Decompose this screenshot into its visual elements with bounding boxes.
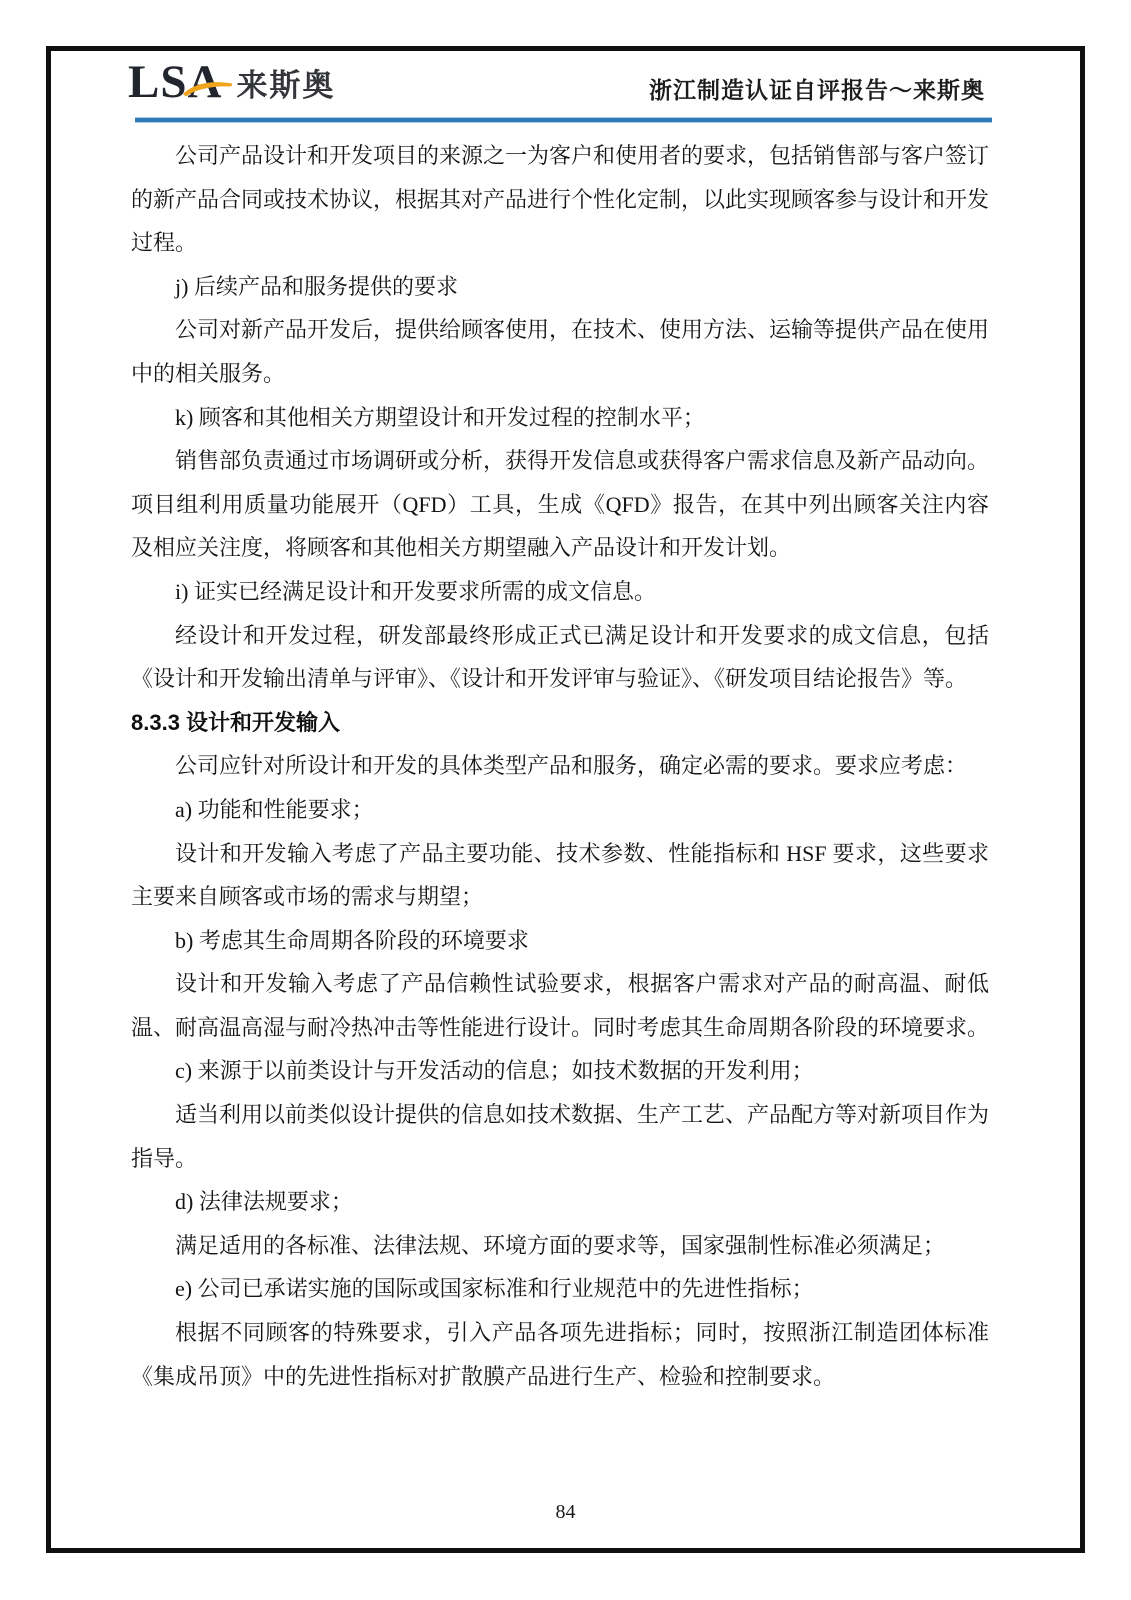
- paragraph: 公司对新产品开发后，提供给顾客使用，在技术、使用方法、运输等提供产品在使用中的相关服务。: [131, 317, 990, 386]
- list-item-a: a) 功能和性能要求；: [175, 796, 374, 822]
- list-item-k: k) 顾客和其他相关方期望设计和开发过程的控制水平；: [175, 404, 705, 430]
- page-number: 84: [555, 1501, 576, 1523]
- company-logo: [128, 56, 335, 108]
- list-item-e: e) 公司已承诺实施的国际或国家标准和行业规范中的先进性指标；: [175, 1276, 814, 1302]
- logo-company-name: 来斯奥: [236, 67, 336, 103]
- paragraph: 根据不同顾客的特殊要求，引入产品各项先进指标；同时，按照浙江制造团体标准《集成吊顶》中的先进性指标对扩散膜产品进行生产、检验和控制要求。: [131, 1320, 989, 1389]
- report-header-title: 浙江制造认证自评报告～来斯奥: [649, 77, 985, 103]
- section-heading-8-3-3: 8.3.3 设计和开发输入: [131, 709, 341, 735]
- header-divider-rule: [135, 118, 992, 122]
- logo-swoosh-icon: [183, 79, 233, 97]
- document-body: [131, 134, 989, 1398]
- paragraph: 经设计和开发过程，研发部最终形成正式已满足设计和开发要求的成文信息，包括《设计和开发输出清单与评审》、《设计和开发评审与验证》、《研发项目结论报告》等。: [131, 622, 989, 692]
- paragraph: 公司产品设计和开发项目的来源之一为客户和使用者的要求，包括销售部与客户签订的新产品合同或技术协议，根据其对产品进行个性化定制，以此实现顾客参与设计和开发过程。: [131, 143, 990, 256]
- list-item-c: c) 来源于以前类设计与开发活动的信息；如技术数据的开发利用；: [175, 1058, 814, 1084]
- paragraph: 销售部负责通过市场调研或分析，获得开发信息或获得客户需求信息及新产品动向。项目组利用质量功能展开（QFD）工具，生成《QFD》报告，在其中列出顾客关注内容及相应关注度，将顾客和其他相关方期望融入产品设计和开发计划。: [131, 448, 990, 561]
- list-item-b: b) 考虑其生命周期各阶段的环境要求: [175, 927, 529, 953]
- list-item-j: j) 后续产品和服务提供的要求: [175, 273, 458, 299]
- paragraph: 满足适用的各标准、法律法规、环境方面的要求等，国家强制性标准必须满足；: [175, 1232, 946, 1258]
- list-item-d: d) 法律法规要求；: [175, 1189, 353, 1215]
- paragraph: 适当利用以前类似设计提供的信息如技术数据、生产工艺、产品配方等对新项目作为指导。: [131, 1102, 990, 1171]
- paragraph: 设计和开发输入考虑了产品信赖性试验要求，根据客户需求对产品的耐高温、耐低温、耐高温高湿与耐冷热冲击等性能进行设计。同时考虑其生命周期各阶段的环境要求。: [131, 971, 990, 1040]
- list-item-i: i) 证实已经满足设计和开发要求所需的成文信息。: [175, 578, 656, 604]
- paragraph: 设计和开发输入考虑了产品主要功能、技术参数、性能指标和 HSF 要求，这些要求主要来自顾客或市场的需求与期望；: [131, 840, 989, 910]
- paragraph: 公司应针对所设计和开发的具体类型产品和服务，确定必需的要求。要求应考虑：: [175, 753, 968, 779]
- logo-lsa-text: LSA: [128, 55, 223, 108]
